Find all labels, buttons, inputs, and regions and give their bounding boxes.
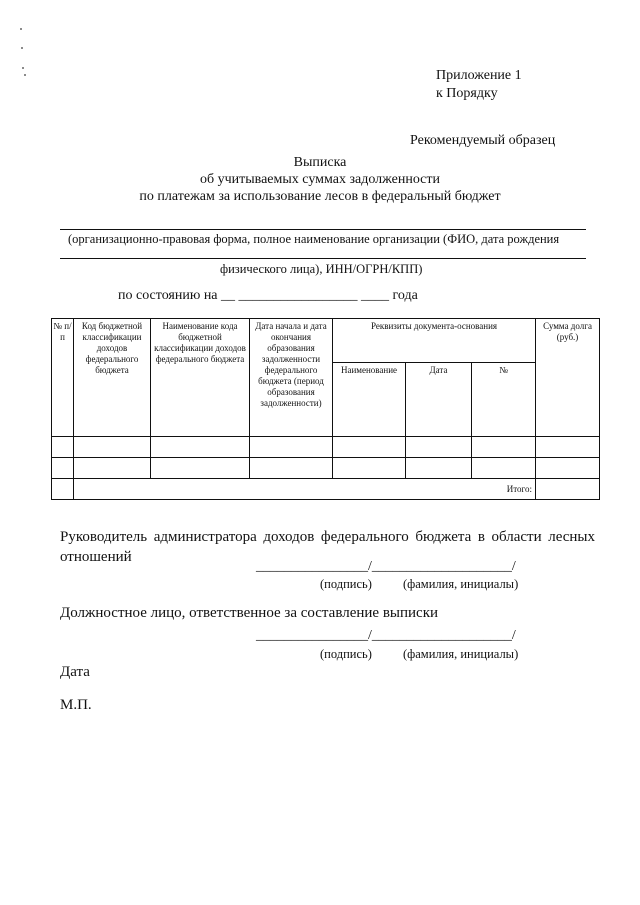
org-fill-line-1 bbox=[60, 229, 586, 230]
total-row bbox=[52, 479, 600, 500]
date-label: Дата bbox=[60, 664, 90, 680]
scan-speck bbox=[22, 67, 24, 69]
scan-speck bbox=[20, 28, 22, 30]
table-cell[interactable] bbox=[472, 458, 536, 479]
debt-table bbox=[51, 318, 600, 500]
header-dates: Дата начала и дата окончания образования задолженности федерального бюджета (период образования задолженности) bbox=[250, 319, 333, 437]
header-doc-date: Дата bbox=[406, 363, 472, 437]
as-of-line bbox=[118, 288, 418, 304]
header-amount: Сумма долга (руб.) bbox=[536, 319, 600, 437]
table-cell[interactable] bbox=[333, 437, 406, 458]
doc-subtitle-1: об учитываемых суммах задолженности bbox=[199, 172, 440, 187]
table-cell[interactable] bbox=[406, 458, 472, 479]
appendix-line2: к Порядку bbox=[436, 86, 498, 101]
header-doc-num: № bbox=[472, 363, 536, 437]
header-doc-name: Наименование bbox=[333, 363, 406, 437]
header-name: Наименование кода бюджетной классификации доходов федерального бюджета bbox=[151, 319, 250, 437]
table-cell[interactable] bbox=[472, 437, 536, 458]
total-amount-cell[interactable] bbox=[536, 479, 600, 500]
total-label: Итого: bbox=[74, 479, 536, 500]
table-cell[interactable] bbox=[52, 437, 74, 458]
head-title: Руководитель администратора доходов федерального бюджета в области лесных отношений bbox=[60, 529, 595, 565]
table-cell[interactable] bbox=[406, 437, 472, 458]
table-cell[interactable] bbox=[151, 437, 250, 458]
as-of-prefix: по состоянию на bbox=[118, 288, 218, 303]
head-name-caption: (фамилия, инициалы) bbox=[403, 577, 519, 591]
responsible-signature-line[interactable]: ________________/____________________/ bbox=[256, 628, 516, 643]
org-fill-line-2 bbox=[60, 258, 586, 259]
seal-label: М.П. bbox=[60, 697, 92, 713]
table-cell bbox=[52, 479, 74, 500]
table-cell[interactable] bbox=[250, 437, 333, 458]
header-num: № п/п bbox=[52, 319, 74, 437]
responsible-title: Должностное лицо, ответственное за составление выписки bbox=[60, 605, 439, 621]
table-row bbox=[52, 437, 600, 458]
doc-title: Выписка bbox=[293, 155, 347, 170]
head-signature-line[interactable]: ________________/____________________/ bbox=[256, 559, 516, 574]
table-cell[interactable] bbox=[74, 437, 151, 458]
responsible-sign-caption: (подпись) bbox=[320, 647, 372, 661]
head-sign-caption: (подпись) bbox=[320, 577, 372, 591]
header-doc-group: Реквизиты документа-основания bbox=[333, 319, 536, 363]
table-row bbox=[52, 458, 600, 479]
doc-subtitle-2: по платежам за использование лесов в федеральный бюджет bbox=[139, 189, 501, 204]
responsible-name-caption: (фамилия, инициалы) bbox=[403, 647, 519, 661]
recommended-sample: Рекомендуемый образец bbox=[410, 133, 556, 148]
table-cell[interactable] bbox=[250, 458, 333, 479]
appendix-line1: Приложение 1 bbox=[436, 68, 522, 83]
org-caption-2: физического лица), ИНН/ОГРН/КПП) bbox=[220, 262, 423, 276]
as-of-suffix: года bbox=[392, 288, 418, 303]
org-caption-1: (организационно-правовая форма, полное наименование организации (ФИО, дата рождения bbox=[68, 232, 560, 246]
scan-speck bbox=[24, 74, 26, 76]
header-code: Код бюджетной классификации доходов федерального бюджета bbox=[74, 319, 151, 437]
as-of-blank: __ _________________ ____ bbox=[221, 288, 390, 303]
table-cell[interactable] bbox=[536, 458, 600, 479]
scan-speck bbox=[21, 47, 23, 49]
table-cell[interactable] bbox=[536, 437, 600, 458]
table-cell[interactable] bbox=[52, 458, 74, 479]
table-cell[interactable] bbox=[74, 458, 151, 479]
table-cell[interactable] bbox=[333, 458, 406, 479]
table-cell[interactable] bbox=[151, 458, 250, 479]
